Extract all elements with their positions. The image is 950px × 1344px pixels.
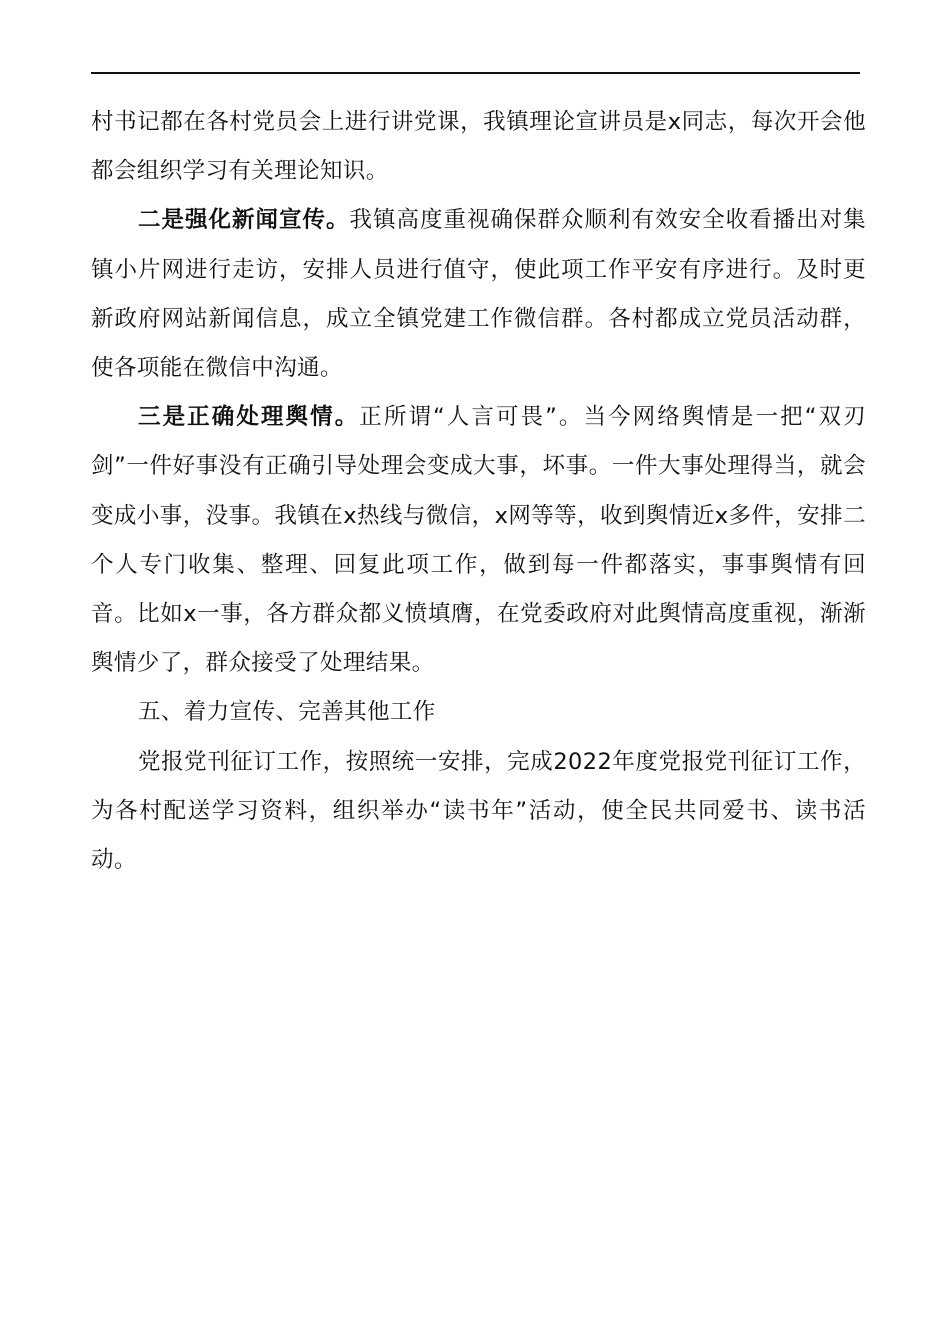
paragraph-2-heading: 二是强化新闻宣传。 — [138, 207, 350, 234]
paragraph-2 — [91, 196, 866, 393]
section-heading-5-text: 五、着力宣传、完善其他工作 — [138, 699, 436, 726]
paragraph-3 — [91, 393, 866, 688]
paragraph-1 — [91, 98, 866, 196]
section-heading-5 — [91, 688, 866, 737]
paragraph-2-text: 我镇高度重视确保群众顺利有效安全收看播出对集镇小片网进行走访，安排人员进行值守，使此项工作平安有序进行。及时更新政府网站新闻信息，成立全镇党建工作微信群。各村都成立党员活动群，使各项能在微信中沟通。 — [91, 207, 866, 382]
header-rule — [91, 72, 860, 74]
paragraph-5-text: 党报党刊征订工作，按照统一安排，完成2022年度党报党刊征订工作，为各村配送学习资料，组织举办“读书年”活动，使全民共同爱书、读书活动。 — [91, 748, 866, 874]
paragraph-1-text: 村书记都在各村党员会上进行讲党课，我镇理论宣讲员是x同志，每次开会他都会组织学习有关理论知识。 — [91, 109, 866, 185]
document-body — [91, 98, 866, 885]
paragraph-3-heading: 三是正确处理舆情。 — [138, 404, 360, 431]
paragraph-3-text: 正所谓“人言可畏”。当今网络舆情是一把“双刃剑”一件好事没有正确引导处理会变成大事，坏事。一件大事处理得当，就会变成小事，没事。我镇在x热线与微信，x网等等，收到舆情近x多件，安排二个人专门收集、整理、回复此项工作，做到每一件都落实，事事舆情有回音。比如x一事，各方群众都义愤填膺，在党委政府对此舆情高度重视，渐渐舆情少了，群众接受了处理结果。 — [91, 404, 866, 677]
paragraph-5 — [91, 738, 866, 886]
